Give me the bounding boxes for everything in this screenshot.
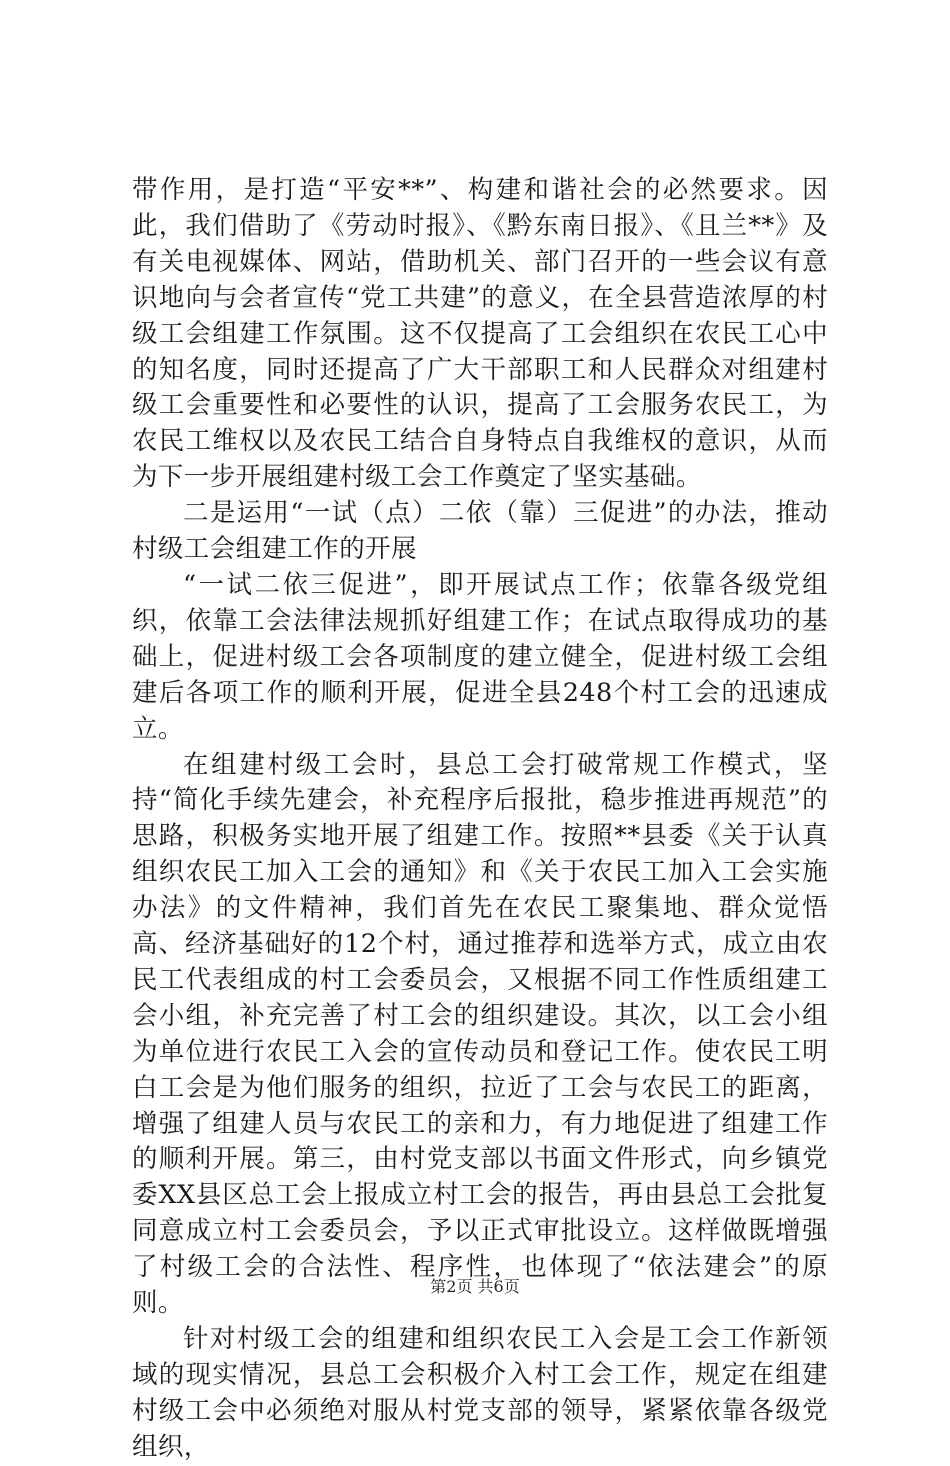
paragraph: 在组建村级工会时，县总工会打破常规工作模式，坚持“简化手续先建会，补充程序后报批，稳步推进再规范”的思路，积极务实地开展了组建工作。按照**县委《关于认真组织农民工加入工会的通知》和《关于农民工加入工会实施办法》的文件精神，我们首先在农民工聚集地、群众觉悟高、经济基础好的12个村，通过推荐和选举方式，成立由农民工代表组成的村工会委员会，又根据不同工作性质组建工会小组，补充完善了村工会的组织建设。其次，以工会小组为单位进行农民工入会的宣传动员和登记工作。使农民工明白工会是为他们服务的组织，拉近了工会与农民工的距离，增强了组建人员与农民工的亲和力，有力地促进了组建工作的顺利开展。第三，由村党支部以书面文件形式，向乡镇党委XX县区总工会上报成立村工会的报告，再由县总工会批复同意成立村工会委员会，予以正式审批设立。这样做既增强了村级工会的合法性、程序性，也体现了“依法建会”的原则。 — [132, 749, 828, 1319]
paragraph: 针对村级工会的组建和组织农民工入会是工会工作新领域的现实情况，县总工会积极介入村工会工作，规定在组建村级工会中必须绝对服从村党支部的领导，紧紧依靠各级党组织， — [132, 1324, 828, 1462]
paragraph: 带作用，是打造“平安**”、构建和谐社会的必然要求。因此，我们借助了《劳动时报》、《黔东南日报》、《且兰**》及有关电视媒体、网站，借助机关、部门召开的一些会议有意识地向与会者宣传“党工共建”的意义，在全县营造浓厚的村级工会组建工作氛围。这不仅提高了工会组织在农民工心中的知名度，同时还提高了广大干部职工和人民群众对组建村级工会重要性和必要性的认识，提高了工会服务农民工，为农民工维权以及农民工结合自身特点自我维权的意识，从而为下一步开展组建村级工会工作奠定了坚实基础。 — [132, 175, 828, 493]
page-footer: 第2页 共6页 — [430, 1277, 520, 1296]
document-body — [132, 173, 828, 1466]
paragraph-heading: 二是运用“一试（点）二依（靠）三促进”的办法，推动村级工会组建工作的开展 — [132, 498, 828, 565]
paragraph: “一试二依三促进”，即开展试点工作；依靠各级党组织，依靠工会法律法规抓好组建工作；在试点取得成功的基础上，促进村级工会各项制度的建立健全，促进村级工会组建后各项工作的顺利开展，促进全县248个村工会的迅速成立。 — [132, 569, 828, 744]
